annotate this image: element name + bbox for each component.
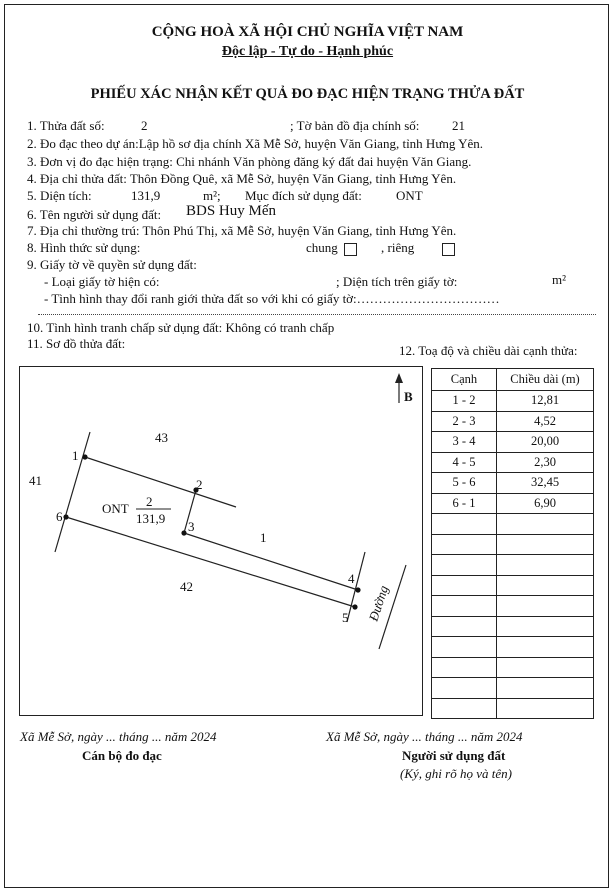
field-area-unit: m²; [203,188,221,203]
field-purpose-label: Mục đích sử dụng đất: [245,188,362,203]
document-title: PHIẾU XÁC NHẬN KẾT QUẢ ĐO ĐẠC HIỆN TRẠNG THỬA ĐẤT [90,86,525,102]
point-4-dot [355,587,360,592]
table-row [432,452,594,473]
field-sketch-label: 11. Sơ đồ thửa đất: [27,336,126,351]
edge-5-6 [66,517,355,607]
table-row-empty [432,678,594,699]
field-paper-type: - Loại giấy tờ hiện có: [44,274,160,289]
field-paper-area: ; Diện tích trên giấy tờ: [336,274,458,289]
table-row-empty [432,534,594,555]
left-date: Xã Mễ Sở, ngày ... tháng ... năm 2024 [20,729,217,744]
col-edge-header: Cạnh [432,369,497,391]
table-row-empty [432,575,594,596]
table-row-empty [432,698,594,719]
field-usage-private: , riêng [381,240,455,256]
length-cell: 12,81 [497,391,594,412]
length-cell: 6,90 [497,493,594,514]
country-header: CỘNG HOÀ XÃ HỘI CHỦ NGHĨA VIỆT NAM [151,24,464,40]
table-row-empty [432,637,594,658]
point-2-label: 2 [196,477,203,492]
field-usage-shared: chung [306,240,357,256]
north-label: B [404,389,413,404]
col-length-header: Chiều dài (m) [497,369,594,391]
field-parcel-value: 2 [141,118,148,133]
parcel-42-label: 42 [180,579,193,594]
length-cell: 32,45 [497,473,594,494]
parcel-1-label: 1 [260,530,267,545]
length-cell: 2,30 [497,452,594,473]
field-residence: 7. Địa chỉ thường trú: Thôn Phú Thị, xã Mễ Sở, huyện Văn Giang, tỉnh Hưng Yên. [27,223,457,238]
right-signer-title: Người sử dụng đất [402,748,506,763]
right-signer-note: (Ký, ghi rõ họ và tên) [400,766,512,781]
edge-cell: 5 - 6 [432,473,497,494]
motto: Độc lập - Tự do - Hạnh phúc [221,44,394,59]
table-row [432,493,594,514]
field-paper-area-unit: m² [552,272,567,287]
field-purpose-value: ONT [396,188,423,203]
right-date: Xã Mễ Sở, ngày ... tháng ... năm 2024 [326,729,523,744]
length-cell: 20,00 [497,432,594,453]
edge-length-table [431,368,594,719]
table-row [432,432,594,453]
field-project: 2. Đo đạc theo dự án:Lập hồ sơ địa chính Xã Mễ Sở, huyện Văn Giang, tỉnh Hưng Yên. [27,136,484,151]
north-arrow-head [395,373,403,383]
point-6-dot [63,514,68,519]
parcel-43-label: 43 [155,430,168,445]
checkbox-shared[interactable] [344,243,357,256]
length-cell: 4,52 [497,411,594,432]
point-4-label: 4 [348,571,355,586]
edge-cell: 1 - 2 [432,391,497,412]
road-label: Đường [365,583,392,623]
field-boundary-change: - Tình hình thay đổi ranh giới thửa đất so với khi có giấy tờ:…………………………… [44,291,500,306]
field-papers: 9. Giấy tờ về quyền sử dụng đất: [27,257,197,272]
field-map-sheet-value: 21 [452,118,465,133]
field-usage-label: 8. Hình thức sử dụng: [27,240,141,255]
table-row-empty [432,514,594,535]
sketch-svg [20,367,424,717]
table-row-empty [432,657,594,678]
field-parcel-label: 1. Thửa đất số: [27,118,105,133]
field-survey-unit: 3. Đơn vị đo đạc hiện trạng: Chi nhánh Văn phòng đăng ký đất đai huyện Văn Giang. [27,154,472,169]
edge-1-2 [85,457,236,507]
edge-cell: 4 - 5 [432,452,497,473]
field-area-label: 5. Diện tích: [27,188,92,203]
table-row-empty [432,596,594,617]
point-1-label: 1 [72,448,79,463]
field-owner-label: 6. Tên người sử dụng đất: [27,207,162,222]
table-row [432,411,594,432]
field-dispute: 10. Tình hình tranh chấp sử dụng đất: Không có tranh chấp [27,320,335,335]
checkbox-private[interactable] [442,243,455,256]
field-owner-value: BDS Huy Mến [186,203,277,219]
ont-label: ONT [102,501,129,516]
point-3-label: 3 [188,519,195,534]
table-row [432,391,594,412]
field-land-address: 4. Địa chỉ thửa đất: Thôn Đồng Quê, xã Mễ Sở, huyện Văn Giang, tỉnh Hưng Yên. [27,171,457,186]
field-coords-label: 12. Toạ độ và chiều dài cạnh thửa: [399,343,578,358]
parcel-41-label: 41 [29,473,42,488]
dotted-line [38,314,596,315]
point-3-dot [181,530,186,535]
point-1-dot [82,454,87,459]
table-row-empty [432,616,594,637]
parcel-sketch [19,366,423,716]
edge-cell: 3 - 4 [432,432,497,453]
edge-cell: 2 - 3 [432,411,497,432]
table-row-empty [432,555,594,576]
field-map-sheet-label: ; Tờ bản đồ địa chính số: [290,118,420,133]
table-row [432,473,594,494]
ont-number: 2 [146,494,153,509]
field-area-value: 131,9 [131,188,161,203]
point-6-label: 6 [56,509,63,524]
point-5-dot [352,604,357,609]
edge-cell: 6 - 1 [432,493,497,514]
table-header-row [432,369,594,391]
point-5-label: 5 [342,610,349,625]
ont-area: 131,9 [136,511,166,526]
left-signer-title: Cán bộ đo đạc [82,748,162,763]
